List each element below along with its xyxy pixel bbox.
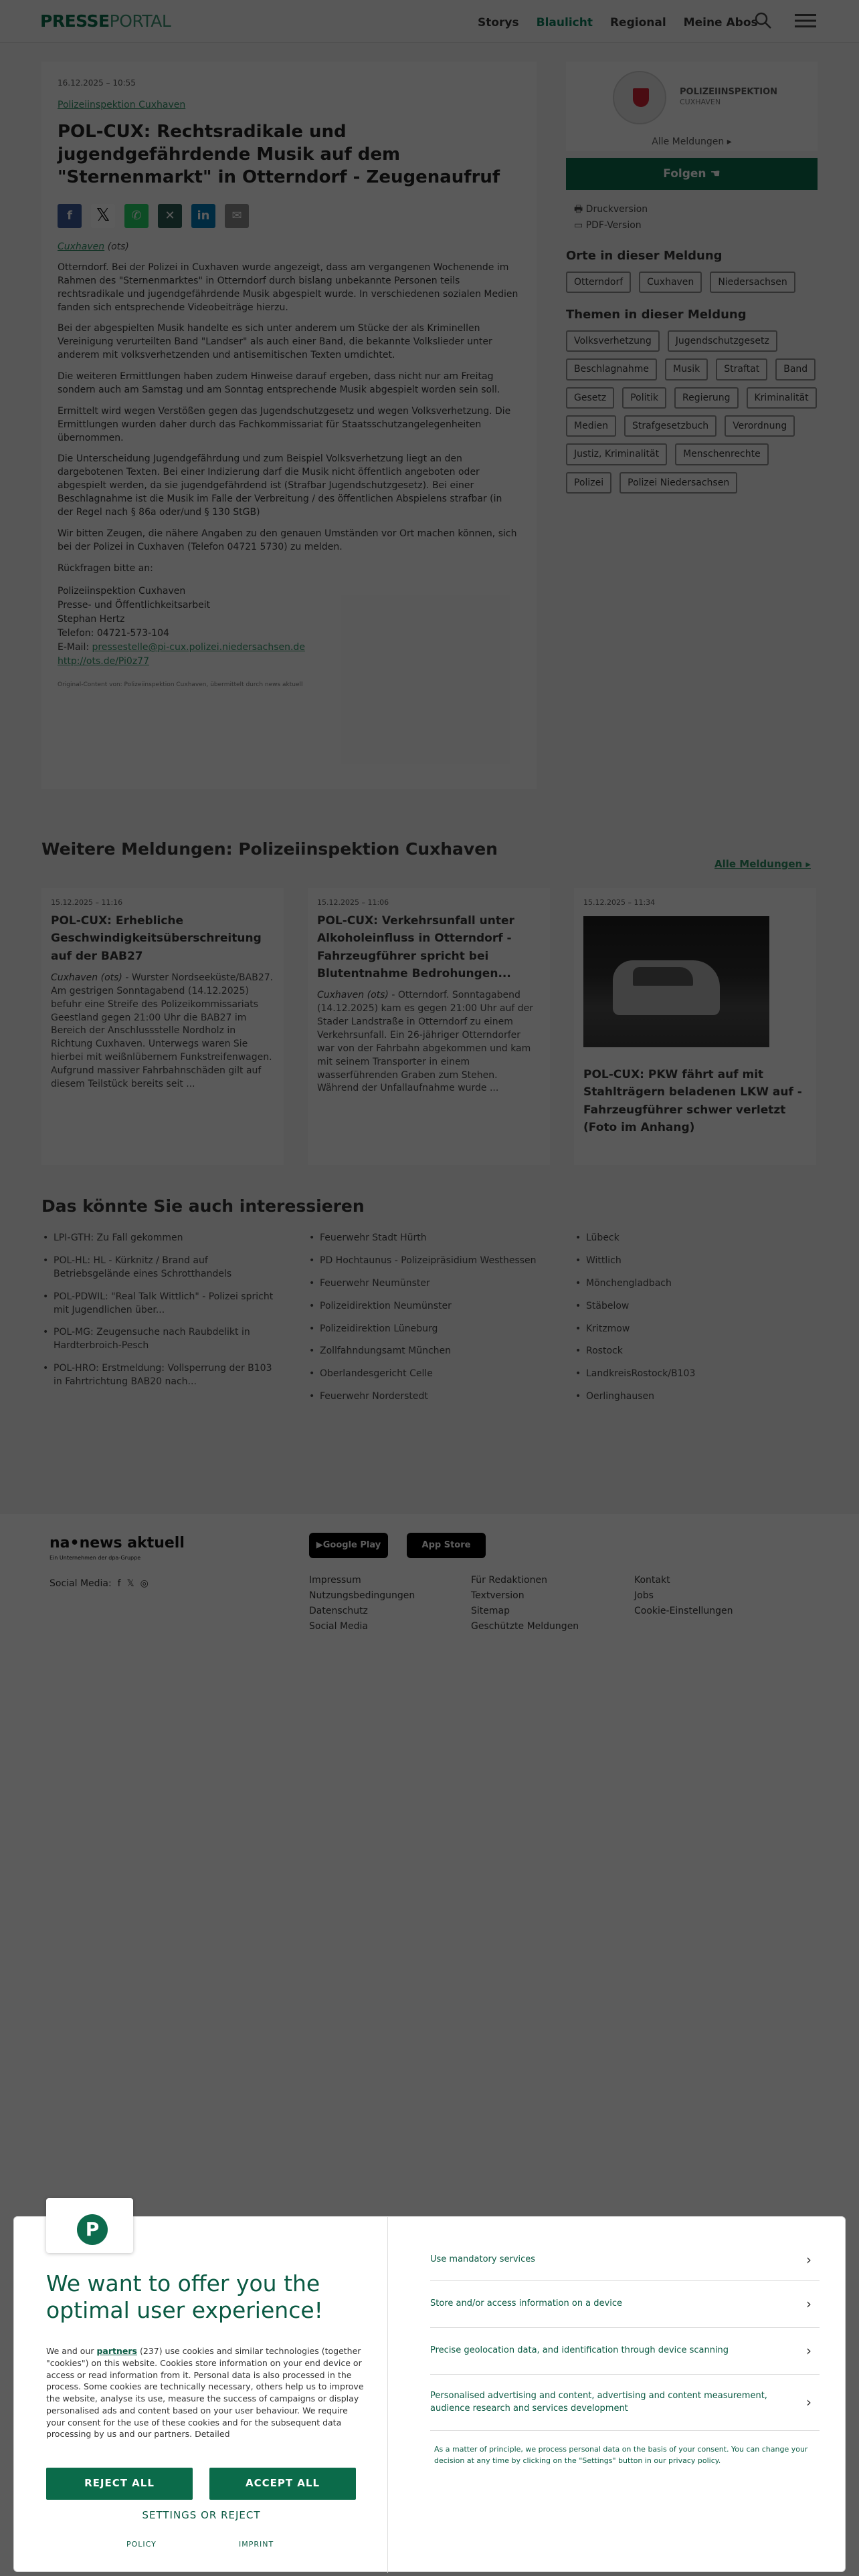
policy-link[interactable]: POLICY	[126, 2540, 157, 2549]
reject-all-button[interactable]: REJECT ALL	[46, 2468, 193, 2500]
chevron-right-icon: ›	[806, 2252, 812, 2268]
consent-note: As a matter of principle, we process personal data on the basis of your consent. You can change your decision at any time by clicking on the "Settings" button in our privacy policy.	[434, 2445, 808, 2465]
chevron-right-icon: ›	[806, 2343, 812, 2359]
cookie-consent-dialog	[13, 2216, 846, 2572]
consent-divider	[387, 2217, 388, 2573]
purpose-row[interactable]: Use mandatory services ›	[430, 2240, 820, 2281]
presseportal-p-icon: P	[77, 2214, 108, 2245]
partners-link[interactable]: partners	[96, 2346, 137, 2356]
settings-or-reject-link[interactable]: SETTINGS OR REJECT	[142, 2509, 261, 2521]
consent-logo	[46, 2198, 133, 2253]
accept-all-button[interactable]: ACCEPT ALL	[209, 2468, 356, 2500]
purpose-row[interactable]: Store and/or access information on a device ›	[430, 2281, 820, 2328]
purpose-row[interactable]: Precise geolocation data, and identification through device scanning ›	[430, 2328, 820, 2375]
consent-heading: We want to offer you the optimal user experience!	[46, 2270, 323, 2323]
imprint-link[interactable]: IMPRINT	[239, 2540, 274, 2549]
chevron-right-icon: ›	[806, 2394, 812, 2410]
consent-text: We and our partners (237) use cookies and similar technologies (together "cookies") on this website. Cookies store information on your end device or access or read information from it. Personal data is also processed in the process. Some cookies are technically necessary, others help us to improve the website, analyse its use, measure the success of campaigns or display personalised ads and content based on your user behaviour. We require your consent for the use of these cookies and for the subsequent data processing by us and our partners. Detailed	[46, 2346, 364, 2440]
chevron-right-icon: ›	[806, 2296, 812, 2312]
purpose-row[interactable]: Personalised advertising and content, advertising and content measurement, audience research and services development ›	[430, 2375, 820, 2431]
